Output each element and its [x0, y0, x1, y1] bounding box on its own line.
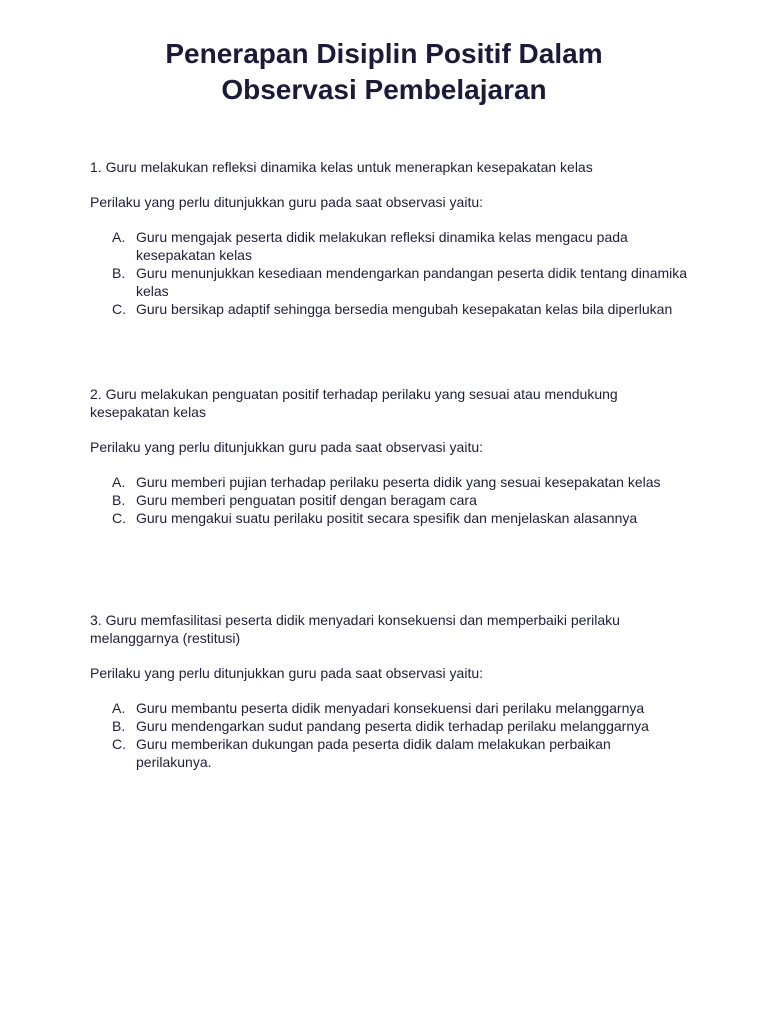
list-marker: B.: [112, 718, 126, 734]
list-item: [90, 735, 690, 771]
list-item: [90, 473, 690, 491]
behavior-list: [90, 228, 690, 318]
section-1: [90, 158, 690, 318]
section-heading: 1. Guru melakukan refleksi dinamika kelas untuk menerapkan kesepakatan kelas: [90, 159, 593, 175]
list-item: [90, 509, 690, 527]
list-item-text: Guru memberi pujian terhadap perilaku peserta didik yang sesuai kesepakatan kelas: [136, 474, 661, 490]
list-item: [90, 491, 690, 509]
list-item-text: Guru memberikan dukungan pada peserta didik dalam melakukan perbaikan perilakunya.: [136, 736, 611, 770]
list-marker: C.: [112, 510, 126, 526]
behavior-list: [90, 473, 690, 527]
list-marker: A.: [112, 700, 126, 716]
list-item: [90, 300, 690, 318]
section-intro: Perilaku yang perlu ditunjukkan guru pada saat observasi yaitu:: [90, 194, 484, 210]
list-marker: A.: [112, 229, 126, 245]
page-title: [0, 36, 768, 108]
behavior-list: [90, 699, 690, 771]
section-heading: 3. Guru memfasilitasi peserta didik menyadari konsekuensi dan memperbaiki perilaku melanggarnya (restitusi): [90, 612, 620, 646]
list-item: [90, 264, 690, 300]
list-item-text: Guru memberi penguatan positif dengan beragam cara: [136, 492, 477, 508]
list-item: [90, 699, 690, 717]
list-marker: B.: [112, 492, 126, 508]
list-item-text: Guru mengajak peserta didik melakukan refleksi dinamika kelas mengacu pada kesepakatan kelas: [136, 229, 628, 263]
list-item-text: Guru menunjukkan kesediaan mendengarkan pandangan peserta didik tentang dinamika kelas: [136, 265, 688, 299]
page-title-line-1: Penerapan Disiplin Positif Dalam: [165, 38, 603, 69]
section-3: [90, 611, 690, 771]
list-marker: C.: [112, 301, 126, 317]
list-marker: C.: [112, 736, 126, 752]
list-item-text: Guru membantu peserta didik menyadari konsekuensi dari perilaku melanggarnya: [136, 700, 645, 716]
section-intro: Perilaku yang perlu ditunjukkan guru pada saat observasi yaitu:: [90, 439, 484, 455]
list-item-text: Guru mendengarkan sudut pandang peserta didik terhadap perilaku melanggarnya: [136, 718, 649, 734]
list-marker: B.: [112, 265, 126, 281]
list-item: [90, 717, 690, 735]
section-2: [90, 385, 690, 527]
list-item: [90, 228, 690, 264]
section-heading: 2. Guru melakukan penguatan positif terhadap perilaku yang sesuai atau mendukung kesepakatan kelas: [90, 386, 618, 420]
list-item-text: Guru mengakui suatu perilaku positit secara spesifik dan menjelaskan alasannya: [136, 510, 638, 526]
list-marker: A.: [112, 474, 126, 490]
section-intro: Perilaku yang perlu ditunjukkan guru pada saat observasi yaitu:: [90, 665, 484, 681]
list-item-text: Guru bersikap adaptif sehingga bersedia mengubah kesepakatan kelas bila diperlukan: [136, 301, 673, 317]
page-title-line-2: Observasi Pembelajaran: [221, 74, 547, 105]
